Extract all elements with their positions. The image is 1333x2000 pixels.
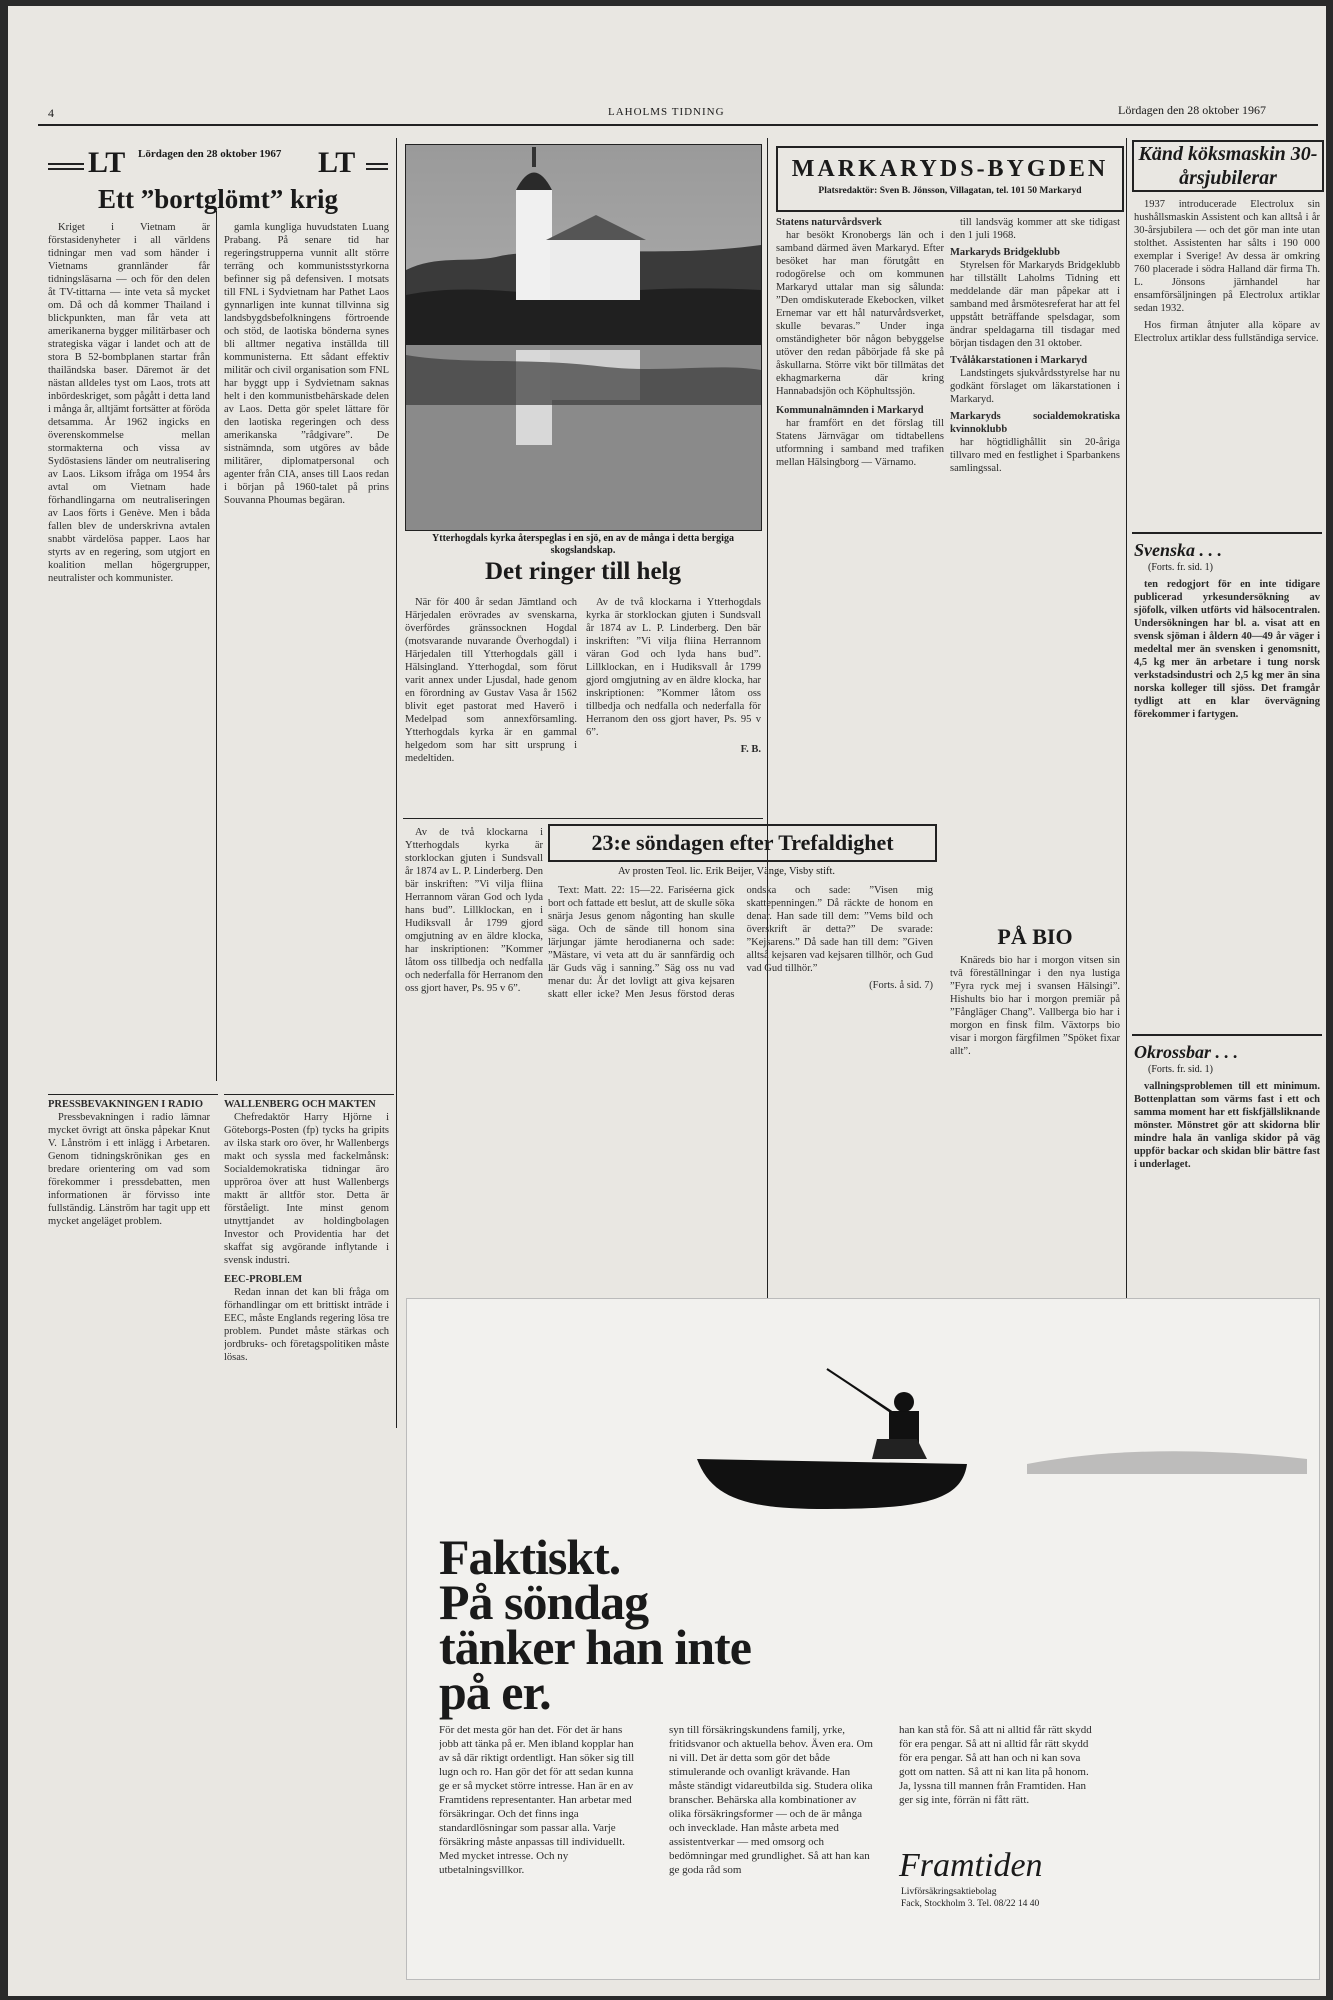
paragraph: till landsväg kommer att ske tidigast den 1 juli 1968. — [950, 217, 1120, 241]
paragraph: ten redogjort för en inte tidigare publicerad yrkesundersökning av sjöfolk, vilken utförts vid hälsocentralen. Undersökningen har bl. a. visat att en svensk sjöman i åldern 40—49 år väger i medeltal mer än svensken i genomsnitt, 4,5 kg mer än arbetare i tung norsk verkstadsindustri och 2,5 kg mer än sina norska kolleger till sjöss. Det framgår tydligt att en klar övervägning förekommer i fartygen. — [1134, 579, 1320, 720]
running-head: LAHOLMS TIDNING — [608, 106, 725, 118]
section-rule — [48, 1094, 218, 1095]
svenska-head: Svenska . . . — [1134, 540, 1223, 560]
okross-text — [1134, 1080, 1320, 1290]
ad-headline-line: tänker han inte — [439, 1619, 751, 1675]
war-article-col2 — [224, 221, 389, 1076]
ad-headline — [439, 1529, 751, 1720]
top-rule — [38, 124, 1318, 126]
framtiden-address: Fack, Stockholm 3. Tel. 08/22 14 40 — [901, 1899, 1040, 1909]
church-caption: Ytterhogdals kyrka återspeglas i en sjö, en av de många i detta bergiga skogslandskap. — [432, 533, 734, 556]
markaryd-masthead — [776, 146, 1124, 212]
ad-col1: För det mesta gör han det. För det är hans jobb att tänka på er. Men ibland kopplar han av så där riktigt ordentligt. Han söker sig till lugn och ro. Han gör det för att sedan kunna ge er så mycket större intresse. Han är en av Framtidens representanter. Han arbetar med försäkringar. Och det finns inga standardlösningar som passar alla. Varje försäkring måste anpassas till individuellt. Med mycket intresse. Och ny utbetalningsvillkor. — [439, 1724, 635, 1876]
page-number: 4 — [48, 106, 54, 120]
newspaper-page — [8, 6, 1326, 1996]
ad-headline-line: Faktiskt. — [439, 1529, 621, 1585]
paragraph: gamla kungliga huvudstaten Luang Prabang. På senare tid har regeringstrupperna vunnit allt större terräng och kommunistsstyrkorna befinner sig på defensiven. I motsats till FNL i Sydvietnam har Pathet Laos gynnarligen inte kunnat tillvinna sig landsbygdsbefolkningens förtroende och stöd, de laotiska bönderna synes bli alltmer negativa inställda till kommunisterna. Ett sådant effektiv militär och civil organisation som FNL har byggt upp i Sydvietnam saknas helt i den kommunistbehärskade delen av Laos. Detta gör spelet lättare för den laotiska regeringen och dess amerikanska ”rådgivare”. De sistnämnda, som utgöres av både militärer, diplomatpersonal och agenter från CIA, anses till Laos redan i början på 1960-talet på prins Souvanna Phoumas begäran. — [224, 222, 389, 506]
press-subhead: PRESSBEVAKNINGEN I RADIO — [48, 1099, 204, 1110]
markaryd-subhead: Markaryds socialdemokratiska kvinnoklubb — [950, 411, 1120, 435]
paragraph: Knäreds bio har i morgon vitsen sin tvâ föreställningar i den nya lustiga ”Fyra ryck mej i svansen Hälsingi”. Hishults bio har i morgon premiär på ”Fångläger Chang”. Vallberga bio har i morgon en finsk film. Växtorps bio visar i morgon färgfilmen ”Spöket fixar allt”. — [950, 955, 1120, 1057]
wallenberg-column — [224, 1098, 389, 1958]
paragraph: Pressbevakningen i radio lämnar mycket övrigt att önska påpekar Knut V. Lånström i ett inlägg i Arbetaren. Genom tidningskrönikan ges en bredare orientering om vad som förekommer i pressdebatten, men informationen är förvisso inte fullständig. Länström har tagit upp ett mycket angeläget problem. — [48, 1112, 210, 1227]
sermon-author: Av prosten Teol. lic. Erik Beijer, Vänge, Visby stift. — [618, 866, 836, 877]
lt-header — [48, 146, 388, 186]
markaryd-subhead: Tvålåkarstationen i Markaryd — [950, 355, 1088, 366]
church-text-col2 — [586, 596, 761, 816]
bio-headline: PÅ BIO — [997, 924, 1073, 949]
okross-cont: (Forts. fr. sid. 1) — [1148, 1064, 1213, 1075]
paragraph: har framfört en det förslag till Statens Järnvägar om tidtabellens utformning i samband med trafiken mellan Hälsingborg — Värnamo. — [776, 418, 944, 468]
markaryd-title: MARKARYDS-BYGDEN — [791, 156, 1109, 182]
markaryd-subhead: Kommunalnämnden i Markaryd — [776, 405, 924, 416]
bio-text — [950, 954, 1120, 1142]
paragraph: har högtidlighållit sin 20-åriga tillvaro med en festlighet i Sparbankens samlingssal. — [950, 437, 1120, 474]
markaryd-col1 — [776, 216, 944, 816]
ad-headline-line: På söndag — [439, 1574, 649, 1630]
section-rule — [1132, 1034, 1322, 1036]
war-headline: Ett ”bortglömt” krig — [98, 184, 338, 214]
kitchen-text — [1134, 198, 1320, 528]
markaryd-byline: Platsredaktör: Sven B. Jönsson, Villagatan, tel. 101 50 Markaryd — [818, 186, 1082, 196]
header-rule — [366, 163, 388, 165]
sermon-headline-box — [548, 824, 937, 862]
church-photo — [405, 144, 762, 531]
sermon-headline: 23:e söndagen efter Trefaldighet — [591, 830, 894, 855]
paragraph: Chefredaktör Harry Hjörne i Göteborgs-Posten (fp) tycks ha gripits av ilska stark oro över, hr Wallenbergs makt och syssla med fackelmånsk: Socialdemokratiska tidningar äro uppröroa över att hust Wallenbergs maktt är alltför stor. Detta är förståeligt. Inte minst genom utnyttjandet av holdingbolagen Investor och Providentia har det skaffat sig avgörande inflytande i svensk industri. — [224, 1112, 389, 1266]
markaryd-subhead: Statens naturvårdsverk — [776, 217, 882, 228]
column-rule — [396, 138, 397, 1428]
paragraph: har besökt Kronobergs län och i samband därmed även Markaryd. Efter besöket har man förutgått en rodogörelse och om kommunen Markaryd uttalar man sig sålunda: ”Den omdiskuterade Ekebocken, vilket Ernemar var ett hål naturvårdsverket, skulle bevaras.” Under inga omständigheter bör någon bebyggelse utöver den redan påbörjade få ske på åskullarna. Större vikt bör tillmätas det ekhagmarkerna där kring Hannabadsjön och Köphultssjön. — [776, 230, 944, 397]
paragraph: Text: Matt. 22: 15—22. Fariséerna gick bort och fattade ett beslut, att de skulle söka snärja Jesus genom någonting han skulle säga. Och de sände till honom sina lärjungar jämte herodianerna och sade: ”Mästare, vi veta att du är sannfärdig och lär Guds väg i sanning.” Säg oss nu vad menar du: Är det lovligt att giva kejsaren skatt eller icke? Men Jesus förstod deras ondska och sade: ”Visen mig skattepenningen.” Då räckte de honom en denar. Han sade till dem: ”Vems bild och överskrift är detta?” De svarade: ”Kejsarens.” Då sade han till dem: ”Given alltså kejsaren vad kejsaren tillhör, och Gud vad Gud tillhör.” — [548, 885, 933, 1000]
paragraph: Hos firman åtnjuter alla köpare av Electrolux artiklar dess fullständiga service. — [1134, 320, 1320, 344]
church-text-col3 — [405, 826, 543, 1142]
framtiden-logo: Framtiden — [899, 1847, 1043, 1884]
svenska-text — [1134, 578, 1320, 1023]
sermon-text — [548, 884, 933, 1142]
markaryd-col2 — [950, 216, 1120, 816]
lt-logo-right: LT — [318, 146, 356, 179]
folio-date: Lördagen den 28 oktober 1967 — [1118, 103, 1266, 117]
header-rule — [48, 163, 84, 165]
svenska-cont: (Forts. fr. sid. 1) — [1148, 562, 1213, 573]
church-headline: Det ringer till helg — [484, 558, 682, 585]
ad-col3: han kan stå för. Så att ni alltid får rätt skydd för era pengar. Så att ni alltid får rätt skydd för era pengar. Så att han och ni kan sova gott om natten. Så att ni kan lita på honom. Ja, lyssna till mannen från Framtiden. Han ger sig inte, förrän ni fått rätt. — [899, 1724, 1092, 1806]
framtiden-ad — [406, 1298, 1320, 1980]
paragraph: Av de två klockarna i Ytterhogdals kyrka är storklockan gjuten i Sundsvall år 1874 av L. P. Linderberg. Den bär inskriften: ”Vi vilja fliina Herrannom väran God och lyda hans bud”. Lillklockan, en i Hudiksvall år 1799 gjord omgjutning av en äldre klocka, har inskriptionen: ”Kommer låtom oss tillbedja och nedfalla och nederfalla för Herranom den oss gjort haver, Ps. 95 v 6”. — [405, 827, 543, 994]
ad-headline-line: på er. — [439, 1664, 551, 1720]
column-rule — [1126, 138, 1127, 1298]
section-rule — [224, 1094, 394, 1095]
okross-head: Okrossbar . . . — [1134, 1042, 1239, 1062]
war-article-col1 — [48, 221, 210, 1076]
paragraph: Av de två klockarna i Ytterhogdals kyrka är storklockan gjuten i Sundsvall år 1874 av L. P. Linderberg. Den bär inskriften: ”Vi vilja fliina Herrannom väran God och lyda hans bud”. Lillklockan, en i Hudiksvall år 1799 gjord omgjutning av en äldre klocka, har inskriptionen: ”Kommer låtom oss tillbedja och nedfalla och nederfalla för Herranom den oss gjort haver, Ps. 95 v 6”. — [586, 597, 761, 738]
signature: F. B. — [740, 744, 761, 755]
paragraph: vallningsproblemen till ett minimum. Bottenplattan som värms fast i ett och samma moment har ett fiskfjällsliknande mönster. Mönstret gör att skidorna blir mindre hala än vanliga skidor på väg uppför backar och skidan blir bättre fast i underlaget. — [1134, 1081, 1320, 1170]
church-photo-image — [406, 145, 761, 530]
section-rule — [403, 818, 763, 819]
eec-subhead: EEC-PROBLEM — [224, 1274, 303, 1285]
markaryd-subhead: Markaryds Bridgeklubb — [950, 247, 1060, 258]
paragraph: Landstingets sjukvårdsstyrelse har nu godkänt förslaget om läkarstationen i Markaryd. — [950, 368, 1120, 405]
header-rule — [48, 168, 84, 170]
church-text-col1 — [405, 596, 577, 816]
press-column — [48, 1098, 210, 1958]
paragraph: Redan innan det kan bli fråga om förhandlingar om ett brittiskt inträde i EEC, måste Englands regering lösa tre problem. Pundet måste stärkas och jordbruks- och företagspolitiken måste lösas. — [224, 1287, 389, 1363]
paragraph: När för 400 år sedan Jämtland och Härjedalen erövrades av svenskarna, överfördes gränssocknen Hogdal (motsvarande nuvarande Överhogdal) i Härjedalen till Ytterhogdals gäll i Hälsingland. Ytterhogdal, som förut varit annex under Ljusdal, hade genom en förordning av Gustav Vasa år 1562 blivit eget pastorat med Haverö i Medelpad som annexförsamling. Ytterhogdals kyrka är en gammal helgedom som har sitt ursprung i medeltiden. — [405, 597, 577, 764]
kitchen-headline: Känd köksmaskin 30-årsjubilerar — [1132, 140, 1324, 192]
ad-col2: syn till försäkringskundens familj, yrke, fritidsvanor och aktuella behov. Även era. Om ni vill. Det är detta som gör det både stimulerande och ovanligt krävande. Han måste ständigt vidareutbilda sig. Studera olika branscher. Behärska alla kombinationer av olika försäkringsformer — och de är många och invecklade. Han måste arbeta med assistentverkar — med omsorg och bedömningar med grundlighet. Så att han kan ge goda råd som — [669, 1724, 873, 1876]
framtiden-subtitle: Livförsäkringsaktiebolag — [901, 1887, 997, 1897]
wallenberg-subhead: WALLENBERG OCH MAKTEN — [224, 1099, 376, 1110]
lt-logo-left: LT — [88, 146, 126, 179]
header-rule — [366, 168, 388, 170]
section-rule — [1132, 532, 1322, 534]
paragraph: Styrelsen för Markaryds Bridgeklubb har tillställt Laholms Tidning ett meddelande där man påpekar att i samband med årsmötesreferat har att fel uppstått beträffande spelsdagar, som ändrar speldagarna till tisdagar med början tisdagen den 31 oktober. — [950, 260, 1120, 349]
sermon-continued: (Forts. å sid. 7) — [869, 980, 933, 991]
column-rule — [216, 211, 217, 1081]
lt-header-date: Lördagen den 28 oktober 1967 — [138, 148, 282, 160]
paragraph: Kriget i Vietnam är förstasidenyheter i all världens tidningar men vad som händer i Vietnams grannländer får tidningsläsarna — och för den delen åt TV-tittarna — inte veta så mycket om. Då och då kommer Thailand i blickpunkten, man får veta att amerikanerna bygger militärbaser och strategiska vägar i landet och att de stora B 52-bombplanen startar från thailändska baser. Däremot är det nästan alldeles tyst om Laos, trots att inbördeskriget, som pågått i detta land i många år, alltjämt fortsätter at förödа detsamma. År 1962 ingicks en överenskommelse mellan stormakterna och vissa av Sydöstasiens länder om neutralisering av Laos. Liksom ifråga om 1954 års avtal om Vietnam hade förhandlingarna om neutraliseringen av Laos förts i Genève. Men i båda fallen blev de underskrivna avtalen snabbt värdelösa papper. Laos har styrts av en regering, som utgjort en koalition mellan högergrupper, neutralister och kommunister. — [48, 222, 210, 584]
paragraph: 1937 introducerade Electrolux sin hushållsmaskin Assistent och kan alltså i år 30-årsjubilera — och det gör man inte utan stolthet. Assistenten har sålts i 190 000 exemplar i Sverige! Av dessa är omkring 760 placerade i södra Halland där firma Th. L. Jönsons järnhandel har ensamförsäljningen på Electrolux artiklar sedan 1932. — [1134, 199, 1320, 314]
